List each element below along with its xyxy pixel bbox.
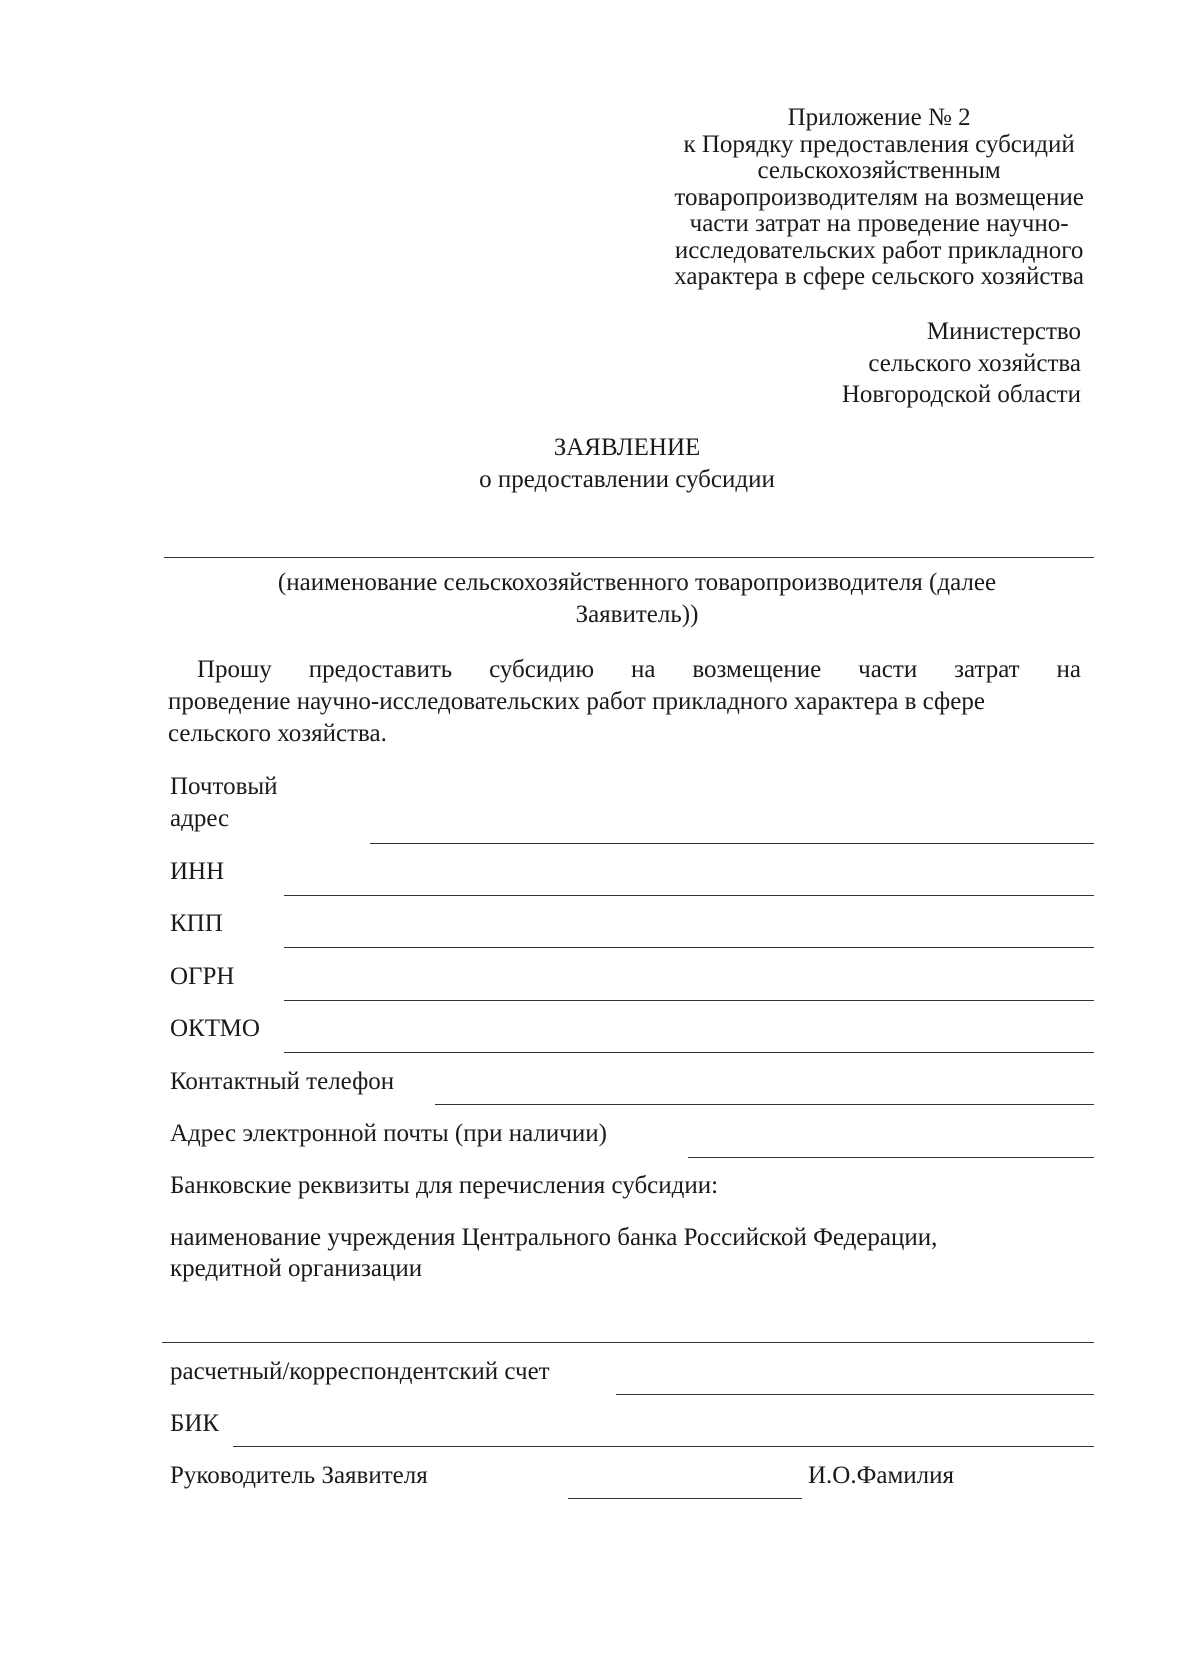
signatory-name: И.О.Фамилия — [808, 1462, 955, 1489]
bank-details-heading: Банковские реквизиты для перечисления субсидии: — [170, 1172, 719, 1199]
applicant-hint — [168, 567, 1106, 631]
head-of-applicant-label: Руководитель Заявителя — [170, 1462, 428, 1489]
account-label: расчетный/корреспондентский счет — [170, 1358, 550, 1385]
kpp-label: КПП — [170, 910, 223, 937]
addressee-line: сельского хозяйства — [868, 349, 1081, 377]
request-line: сельского хозяйства. — [168, 720, 387, 747]
phone-label: Контактный телефон — [170, 1068, 395, 1095]
kpp-line[interactable] — [284, 947, 1094, 948]
request-paragraph — [168, 654, 1081, 750]
appendix-line: Приложение № 2 — [787, 104, 971, 131]
appendix-line: части затрат на проведение научно- — [689, 210, 1069, 237]
bank-institution-label-line2: кредитной организации — [170, 1255, 423, 1282]
appendix-line: товаропроизводителям на возмещение — [674, 183, 1084, 211]
appendix-block — [674, 105, 1084, 291]
appendix-line: характера в сфере сельского хозяйства — [674, 263, 1084, 290]
ogrn-line[interactable] — [284, 1000, 1094, 1001]
email-line[interactable] — [688, 1157, 1094, 1158]
email-label: Адрес электронной почты (при наличии) — [170, 1120, 607, 1147]
request-line: проведение научно-исследовательских работ прикладного характера в сфере — [168, 688, 985, 715]
applicant-hint-line: (наименование сельскохозяйственного товаропроизводителя (далее — [277, 569, 997, 596]
postal-address-label-line1: Почтовый — [170, 773, 278, 800]
bank-institution-line[interactable] — [162, 1342, 1094, 1343]
oktmo-line[interactable] — [284, 1052, 1094, 1053]
title-sub: о предоставлении субсидии — [479, 465, 775, 493]
postal-address-line[interactable] — [370, 843, 1094, 844]
oktmo-label: ОКТМО — [170, 1015, 260, 1042]
addressee-line: Новгородской области — [841, 381, 1081, 408]
appendix-line: исследовательских работ прикладного — [674, 236, 1084, 264]
account-line[interactable] — [616, 1394, 1094, 1395]
bank-institution-label-line1: наименование учреждения Центрального банка Российской Федерации, — [170, 1224, 938, 1251]
addressee-line: Министерство — [926, 318, 1081, 345]
postal-address-label-line2: адрес — [170, 805, 230, 832]
addressee-block — [842, 316, 1081, 411]
bik-line[interactable] — [233, 1446, 1094, 1447]
document-title — [0, 432, 1200, 495]
request-line: Прошу предоставить субсидию на возмещение части затрат на — [197, 656, 1081, 683]
ogrn-label: ОГРН — [170, 963, 235, 990]
applicant-hint-line: Заявитель)) — [575, 601, 699, 628]
appendix-line: сельскохозяйственным — [757, 157, 1001, 184]
applicant-name-line[interactable] — [164, 557, 1094, 558]
inn-line[interactable] — [284, 895, 1094, 896]
title-main: ЗАЯВЛЕНИЕ — [553, 434, 701, 461]
phone-line[interactable] — [435, 1104, 1094, 1105]
appendix-line: к Порядку предоставления субсидий — [683, 130, 1075, 158]
bik-label: БИК — [170, 1410, 220, 1437]
signature-line[interactable] — [568, 1498, 802, 1499]
inn-label: ИНН — [170, 858, 225, 885]
